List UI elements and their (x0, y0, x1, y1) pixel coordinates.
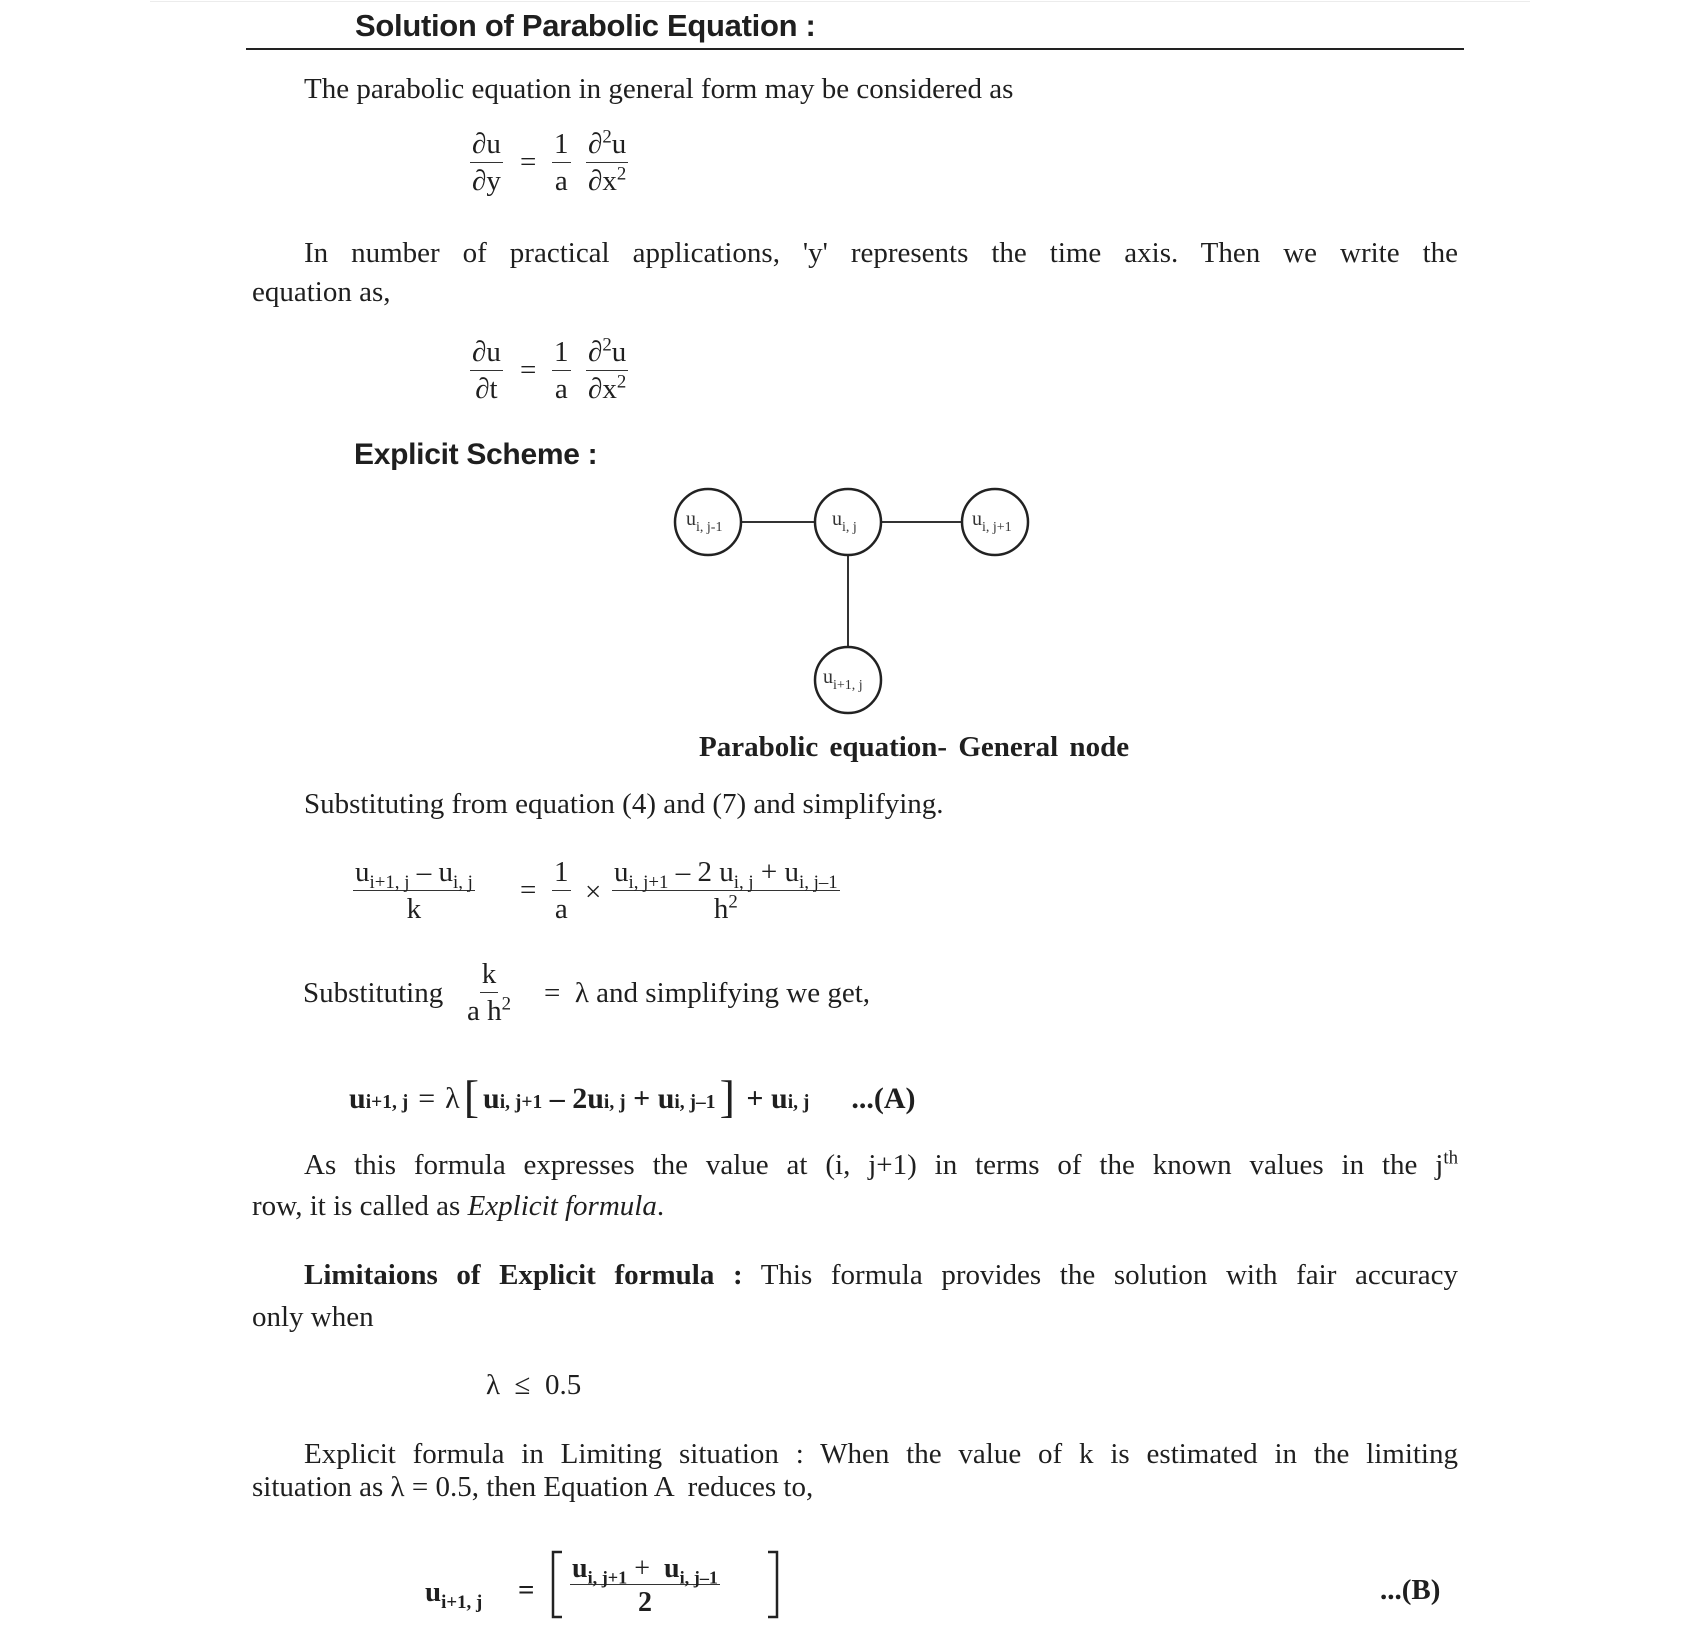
subscript: i+1, j (369, 871, 410, 893)
node-bottom-label: $u_{i+1, j}$ (823, 666, 863, 693)
text: As this formula expresses the value at (i, j+1) in terms of the known values in the j (304, 1149, 1444, 1181)
operator: + (627, 1553, 665, 1584)
term: u (587, 1082, 604, 1115)
eq1-lhs-den: ∂y (472, 165, 501, 197)
eq2-lhs-den: ∂t (475, 373, 498, 405)
equation-label-A: ...(A) (851, 1082, 916, 1115)
eq2-lhs-fraction (470, 338, 503, 404)
eq3-lhs-fraction (353, 858, 475, 924)
text: row, it is called as (252, 1190, 468, 1222)
equation-A: u i+1, j = λ [ u i, j+1 – 2 u i, j + u i, j–1 ] + u i, j ...(A) (349, 1071, 916, 1122)
eq1-coef-num: 1 (552, 130, 571, 163)
intro-paragraph: The parabolic equation in general form may be considered as (304, 73, 1014, 105)
subscript: i+1, j (441, 1591, 483, 1613)
subscript: i, j (452, 871, 473, 893)
subscript: i, j (733, 871, 754, 893)
subscript: i, j–1 (679, 1567, 719, 1588)
operator: + (738, 1082, 771, 1115)
eq1-coef (552, 130, 571, 196)
para3: Substituting from equation (4) and (7) and simplifying. (304, 788, 944, 820)
term: u (438, 856, 453, 888)
lambda-symbol: λ (445, 1082, 460, 1115)
left-bracket (553, 1552, 562, 1617)
eqB-fraction (570, 1555, 720, 1617)
operator: = (418, 1082, 436, 1115)
exponent: 2 (602, 334, 612, 356)
eq3-equals: = (520, 874, 537, 906)
eqB-den: 2 (638, 1587, 653, 1618)
term: u (355, 856, 370, 888)
partial-x: ∂x (588, 373, 617, 405)
eq3-lhs-den: k (406, 893, 422, 925)
partial-x: ∂x (588, 165, 617, 197)
operator: – (409, 856, 439, 888)
eq2-coef (552, 338, 571, 404)
term: u (664, 1553, 680, 1584)
eq1-equals: = (520, 146, 537, 178)
eq1-rhs-num (586, 126, 628, 163)
eq2-rhs-fraction (586, 334, 628, 405)
para2-line1: In number of practical applications, 'y' represents the time axis. Then we write the (304, 237, 1458, 269)
diagram-caption: Parabolic equation- General node (699, 731, 1130, 763)
variable: u (611, 128, 627, 160)
eq3-lhs-num (353, 858, 475, 891)
eq2-coef-den: a (554, 373, 568, 405)
page-top-edge (150, 1, 1530, 2)
eq1-coef-den: a (554, 165, 568, 197)
term: u (425, 1576, 442, 1608)
eq2-coef-num: 1 (552, 338, 571, 371)
partial-symbol: ∂ (588, 128, 603, 160)
eq2-lhs-num: ∂u (470, 338, 503, 371)
subscript: i, j+1 (587, 1567, 628, 1588)
eq1-rhs-fraction (586, 126, 628, 197)
left-bracket: [ (463, 1071, 480, 1122)
heading-rule (246, 48, 1464, 50)
general-node-diagram (660, 475, 1050, 735)
node-right-label: $u_{i, j+1}$ (972, 508, 1012, 535)
right-bracket: ] (719, 1071, 735, 1122)
subscript: i, j+1 (628, 871, 669, 893)
para5-line1 (304, 1147, 1458, 1181)
operator: – 2 (668, 856, 720, 888)
term: a h (467, 995, 502, 1027)
para4-lead: Substituting (303, 977, 444, 1009)
section-heading: Solution of Parabolic Equation : (355, 8, 816, 43)
eq3-coef-num: 1 (552, 858, 571, 891)
eqB-equals: = (518, 1574, 535, 1606)
node-left-label: $u_{i, j-1}$ (686, 508, 723, 535)
term: u (657, 1082, 675, 1115)
lambda-frac-den (467, 993, 511, 1026)
right-bracket (768, 1552, 777, 1617)
para6-line2: only when (252, 1301, 374, 1333)
lambda-frac-num: k (480, 960, 499, 993)
text: This formula provides the solution with fair accuracy (742, 1259, 1459, 1291)
exponent: 2 (602, 126, 612, 148)
equation-label-B: ...(B) (1380, 1574, 1441, 1606)
eq3-rhs-fraction (612, 858, 840, 924)
term: h (713, 893, 729, 925)
operator: + (753, 856, 785, 888)
eqB-lhs (425, 1576, 483, 1613)
exponent: 2 (728, 891, 738, 913)
para4-tail: = λ and simplifying we get, (544, 977, 871, 1009)
eq3-coef (552, 858, 571, 924)
italic-term: Explicit formula (467, 1190, 657, 1222)
variable: u (611, 336, 627, 368)
exponent: 2 (616, 371, 627, 393)
superscript: th (1443, 1147, 1458, 1169)
eq1-rhs-den (588, 163, 626, 196)
exponent: 2 (616, 163, 627, 185)
para6-line1 (304, 1261, 1458, 1290)
term: u (349, 1082, 366, 1115)
term: u (483, 1082, 500, 1115)
eq3-rhs-num (612, 858, 840, 891)
para7-line1: Explicit formula in Limiting situation : When the value of k is estimated in the limiting (304, 1438, 1458, 1470)
eq1-lhs-fraction (470, 130, 503, 196)
term: u (784, 856, 799, 888)
term: u (719, 856, 734, 888)
limitations-label: Limitaions of Explicit formula : (304, 1259, 743, 1291)
para2-line2: equation as, (252, 276, 391, 308)
eq3-rhs-den (714, 891, 738, 924)
lambda-definition-fraction (467, 960, 511, 1026)
term: u (771, 1082, 788, 1115)
explicit-scheme-heading: Explicit Scheme : (354, 438, 598, 471)
exponent: 2 (501, 993, 512, 1015)
para7-line2: situation as λ = 0.5, then Equation A reduces to, (252, 1471, 814, 1503)
subscript: i, j–1 (798, 871, 838, 893)
eq1-lhs-num: ∂u (470, 130, 503, 163)
eq2-equals: = (520, 354, 537, 386)
operator: – 2 (542, 1082, 588, 1115)
term: u (614, 856, 629, 888)
eq2-rhs-den (588, 371, 626, 404)
eq2-rhs-num (586, 334, 628, 371)
para5-line2 (252, 1192, 664, 1221)
partial-symbol: ∂ (588, 336, 603, 368)
operator: + (625, 1082, 658, 1115)
node-center-label: $u_{i, j}$ (832, 508, 857, 535)
stability-condition: λ ≤ 0.5 (486, 1369, 582, 1401)
eq3-coef-den: a (554, 893, 568, 925)
eq3-times: × (585, 876, 602, 908)
text: . (656, 1190, 665, 1222)
eqB-num (570, 1553, 720, 1588)
term: u (572, 1553, 588, 1584)
